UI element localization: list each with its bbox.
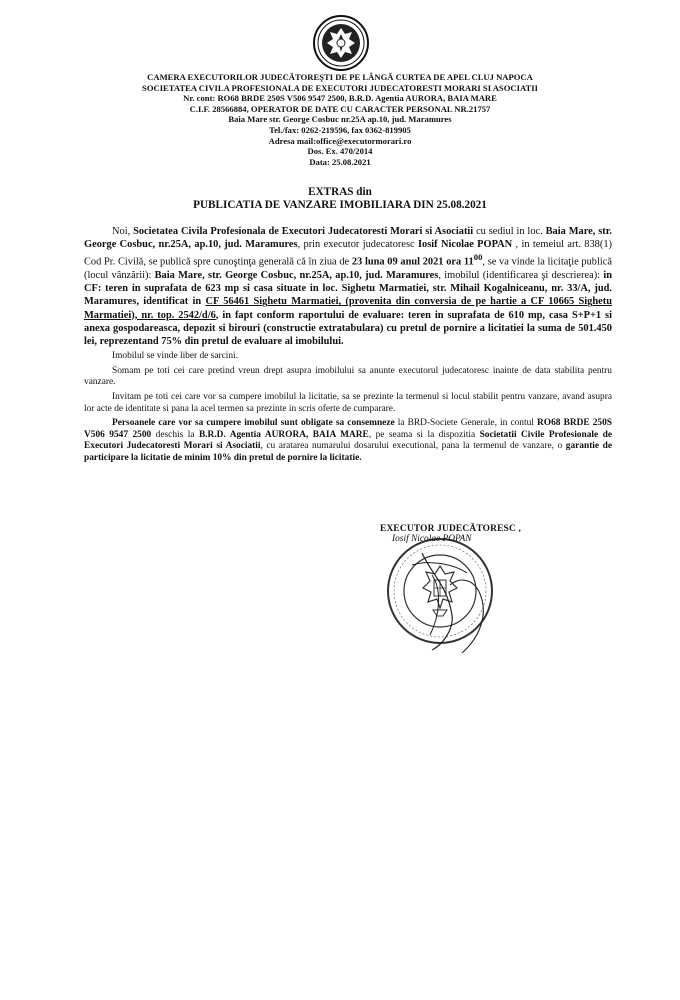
text: , prin executor judecatoresc [297,239,418,251]
handwritten-signature [392,545,512,657]
auction-time-minutes: 00 [473,252,483,263]
text: , se va vinde la licitaţie publică (locul vânzării): [84,256,612,282]
document-body [84,225,612,468]
header-line: SOCIETATEA CIVILA PROFESIONALA DE EXECUTORI JUDECATORESTI MORARI SI ASOCIATII [142,82,538,93]
paragraph-guarantee [84,418,612,464]
company-name: Societatea Civila Profesionala de Executori Judecatoresti Morari si Asociatii [133,226,474,237]
document-title [40,186,640,212]
text: cu sediul in loc. [473,226,546,237]
office-address: Baia Mare, str. George Cosbuc, nr.25A, ap.10, jud. Maramures [84,226,612,251]
property-description: in CF: teren in suprafata de 623 mp si casa situate in loc. Sighetu Marmatiei, str. Mihail Kogalniceanu, nr. 33/A, jud. Maramures, identificat in [84,270,613,308]
company-name: Societatii Civile Profesionale de Executori Judecatoresti Morari si Asociatii [84,429,612,452]
executor-name: Iosif Nicolae POPAN [417,239,513,251]
title-line-2: PUBLICATIA DE VANZARE IMOBILIARA DIN 25.08.2021 [193,199,487,211]
text: , imobilul (identificarea şi descrierea): [438,270,604,282]
auction-location: Baia Mare, str. George Cosbuc, nr.25A, ap.10, jud. Maramures [154,270,439,282]
guarantee-amount: garantie de participare la licitatie de minim 10% din pretul de pornire la licitatie. [84,441,613,464]
text: deschis la [151,429,199,440]
header-line: Nr. cont: RO68 BRDE 250S V506 9547 2500, B.R.D. Agentia AURORA, BAIA MARE [183,93,497,104]
text: , pe seama si la dispozitia [368,429,480,440]
text-bold: Persoanele care vor sa cumpere imobilul sunt obligate sa consemneze [112,418,395,429]
paragraph-sale-notice [84,225,612,348]
paragraph-invitation: Invitam pe toti cei care vor sa cumpere imobilul la licitatie, sa se prezinte la termenul si locul stabilit pentru vanzare, avand asupra lor acte de identitate si pana la acel termen sa prezinte in scris oferte de cumparare. [84,392,612,414]
starting-price: , in fapt conform raportului de evaluare: teren in suprafata de 610 mp, casa S+P+1 si anexa gospodareasca, depozit si birouri (constructie extratabulara) cu pretul de pornire a licitatiei la suma de 501.450 lei, reprezentand 75% din pretul de evaluare al imobilului. [84,309,612,348]
header-line: Baia Mare str. George Cosbuc nr.25A ap.10, jud. Maramures [228,114,452,125]
paragraph-summons: Somam pe toti cei care pretind vreun drept asupra imobilului sa anunte executorul judecatoresc inainte de data stabilita pentru vanzare. [84,365,612,388]
auction-date: 23 luna 09 anul 2021 ora 11 [351,256,474,268]
signature-block [380,524,640,544]
header-line: C.I.F. 28566884, OPERATOR DE DATE CU CARACTER PERSONAL NR.21757 [189,103,491,114]
institution-header [60,72,620,167]
header-line: Tel./fax: 0262-219596, fax 0362-819905 [269,124,411,135]
text: la BRD-Societe Generale, in contul [394,418,538,429]
coat-of-arms-emblem [312,14,370,72]
bank-account: RO68 BRDE 250S V506 9547 2500 [84,418,613,440]
bank-branch: B.R.D. Agentia AURORA, BAIA MARE [198,429,369,440]
paragraph-no-encumbrances: Imobilul se vinde liber de sarcini. [112,351,239,362]
header-line: Dos. Ex. 470/2014 [307,146,373,157]
signature-name: Iosif Nicolae POPAN [392,534,472,544]
title-line-1: EXTRAS din [308,186,372,198]
signature-title: EXECUTOR JUDECĂTORESC , [380,524,521,534]
land-registry-reference: CF 56461 Sighetu Marmatiei, (provenita din conversia de pe hartie a CF 10665 Sighetu Marmatiei), nr. top. 2542/d/6 [84,296,612,321]
header-line: Adresa mail:office@executormorari.ro [268,135,412,146]
text: , in temeiul art. 838(1) Cod Pr. Civilă, se publică spre cunoştinţa generală că în ziua de [84,239,612,268]
text: , cu aratarea numarului dosarului executional, pana la termenul de vanzare, o [260,441,566,452]
header-line: Data: 25.08.2021 [309,156,371,167]
text: Noi, [112,226,134,237]
header-line: CAMERA EXECUTORILOR JUDECĂTOREŞTI DE PE LÂNGĂ CURTEA DE APEL CLUJ NAPOCA [147,72,533,82]
